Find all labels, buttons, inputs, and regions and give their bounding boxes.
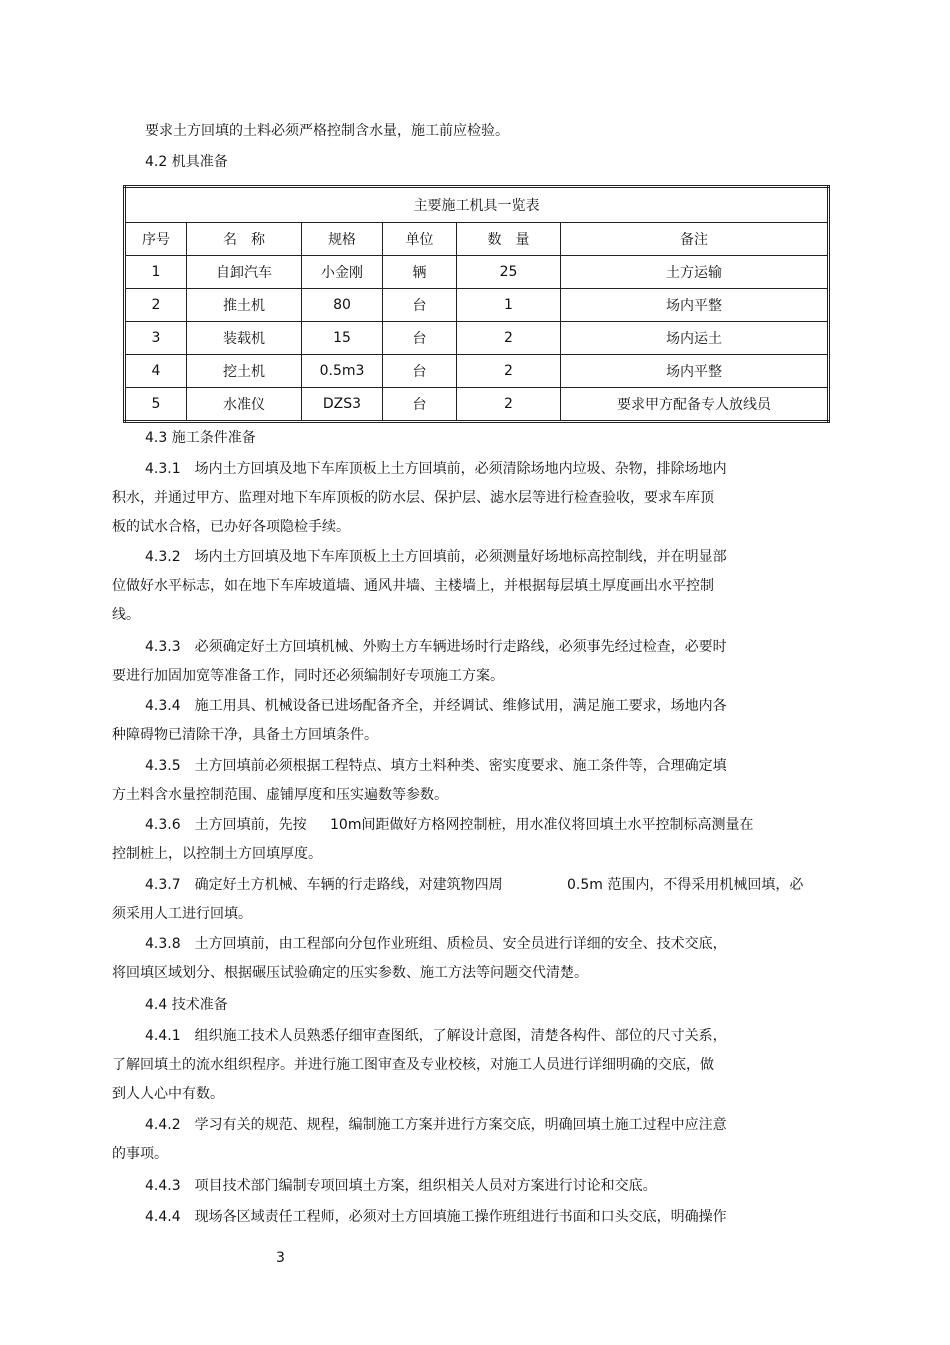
table-cell: 自卸汽车: [187, 256, 302, 289]
paragraph-line: 10m间距做好方格网控制桩，用水准仪将回填土水平控制标高测量在: [330, 817, 754, 833]
table-cell: 推土机: [187, 289, 302, 322]
paragraph-line: 须采用人工进行回填。: [112, 906, 252, 922]
table-cell: 2: [125, 289, 187, 322]
paragraph-line: 积水，并通过甲方、监理对地下车库顶板的防水层、保护层、滤水层等进行检查验收，要求车库顶: [112, 490, 714, 506]
paragraph-line: 4.4.1 组织施工技术人员熟悉仔细审查图纸，了解设计意图，清楚各构件、部位的尺寸关系，: [145, 1028, 727, 1044]
table-header-cell: 单位: [383, 223, 457, 256]
table-cell: 水准仪: [187, 388, 302, 422]
paragraph-line: 的事项。: [112, 1146, 168, 1162]
paragraph-line: 4.3.8 土方回填前，由工程部向分包作业班组、质检员、安全员进行详细的安全、技术交底，: [145, 936, 727, 952]
paragraph-line: 线。: [112, 607, 140, 623]
paragraph-line: 要进行加固加宽等准备工作，同时还必须编制好专项施工方案。: [112, 668, 504, 684]
paragraph-line: 将回填区域划分、根据碾压试验确定的压实参数、施工方法等问题交代清楚。: [112, 965, 588, 981]
paragraph-line: 4.4.2 学习有关的规范、规程，编制施工方案并进行方案交底，明确回填土施工过程中应注意: [145, 1117, 727, 1133]
table-row: [125, 256, 829, 289]
table-cell: 0.5m3: [302, 355, 383, 388]
paragraph-line: 4.4.4 现场各区域责任工程师，必须对土方回填施工操作班组进行书面和口头交底，明确操作: [145, 1209, 727, 1225]
table-cell: 2: [457, 355, 561, 388]
paragraph-line: 4.3.1 场内土方回填及地下车库顶板上土方回填前，必须清除场地内垃圾、杂物，排除场地内: [145, 461, 727, 477]
table-row: [125, 289, 829, 322]
paragraph-line: 种障碍物已清除干净，具备土方回填条件。: [112, 727, 378, 743]
table-cell: 4: [125, 355, 187, 388]
table-cell: 15: [302, 322, 383, 355]
intro-line: 要求土方回填的土料必须严格控制含水量，施工前应检验。: [145, 123, 509, 139]
table-header-cell: 数 量: [457, 223, 561, 256]
table-cell: 挖土机: [187, 355, 302, 388]
table-cell: 装载机: [187, 322, 302, 355]
table-cell: 场内平整: [561, 355, 829, 388]
table-title: 主要施工机具一览表: [125, 187, 829, 223]
paragraph-line: 方土料含水量控制范围、虚铺厚度和压实遍数等参数。: [112, 787, 448, 803]
paragraph-line: 了解回填土的流水组织程序。并进行施工图审查及专业校核，对施工人员进行详细明确的交底，做: [112, 1057, 714, 1073]
table-cell: 3: [125, 322, 187, 355]
paragraph-line: 板的试水合格，已办好各项隐检手续。: [112, 519, 350, 535]
table-header-cell: 名 称: [187, 223, 302, 256]
table-cell: 辆: [383, 256, 457, 289]
table-cell: 土方运输: [561, 256, 829, 289]
table-header-cell: 备注: [561, 223, 829, 256]
table-cell: 场内平整: [561, 289, 829, 322]
table-cell: 5: [125, 388, 187, 422]
equipment-table: [123, 185, 830, 423]
section-heading-4-3: 4.3 施工条件准备: [145, 430, 256, 446]
table-cell: 台: [383, 388, 457, 422]
table-cell: 要求甲方配备专人放线员: [561, 388, 829, 422]
paragraph-line: 4.3.4 施工用具、机械设备已进场配备齐全，并经调试、维修试用，满足施工要求，场地内各: [145, 698, 727, 714]
table-cell: 台: [383, 355, 457, 388]
table-cell: 场内运土: [561, 322, 829, 355]
table-header-cell: 序号: [125, 223, 187, 256]
paragraph-line: 4.4.3 项目技术部门编制专项回填土方案，组织相关人员对方案进行讨论和交底。: [145, 1178, 657, 1194]
paragraph-line: 4.3.6 土方回填前，先按: [145, 817, 307, 833]
table-header-row: [125, 223, 829, 256]
table-row: [125, 355, 829, 388]
table-cell: 80: [302, 289, 383, 322]
paragraph-line: 控制桩上，以控制土方回填厚度。: [112, 846, 322, 862]
table-cell: 1: [457, 289, 561, 322]
table-row: [125, 322, 829, 355]
section-heading-4-4: 4.4 技术准备: [145, 997, 228, 1013]
table-cell: 台: [383, 289, 457, 322]
table-title-row: [125, 187, 829, 223]
paragraph-line: 4.3.7 确定好土方机械、车辆的行走路线，对建筑物四周: [145, 877, 503, 893]
paragraph-line: 4.3.3 必须确定好土方回填机械、外购土方车辆进场时行走路线，必须事先经过检查，必要时: [145, 639, 727, 655]
paragraph-line: 0.5m 范围内，不得采用机械回填，必: [567, 877, 804, 893]
table-cell: 小金刚: [302, 256, 383, 289]
section-heading-4-2: 4.2 机具准备: [145, 154, 228, 170]
table-cell: 1: [125, 256, 187, 289]
table-cell: 25: [457, 256, 561, 289]
paragraph-line: 4.3.2 场内土方回填及地下车库顶板上土方回填前，必须测量好场地标高控制线，并在明显部: [145, 549, 727, 565]
table-row: [125, 388, 829, 422]
table-header-cell: 规格: [302, 223, 383, 256]
paragraph-line: 4.3.5 土方回填前必须根据工程特点、填方土料种类、密实度要求、施工条件等，合理确定填: [145, 758, 727, 774]
table-cell: 2: [457, 322, 561, 355]
page-number: 3: [276, 1250, 285, 1266]
table-cell: DZS3: [302, 388, 383, 422]
paragraph-line: 到人人心中有数。: [112, 1086, 224, 1102]
table-cell: 台: [383, 322, 457, 355]
paragraph-line: 位做好水平标志，如在地下车库坡道墙、通风井墙、主楼墙上，并根据每层填土厚度画出水平控制: [112, 578, 714, 594]
table-cell: 2: [457, 388, 561, 422]
